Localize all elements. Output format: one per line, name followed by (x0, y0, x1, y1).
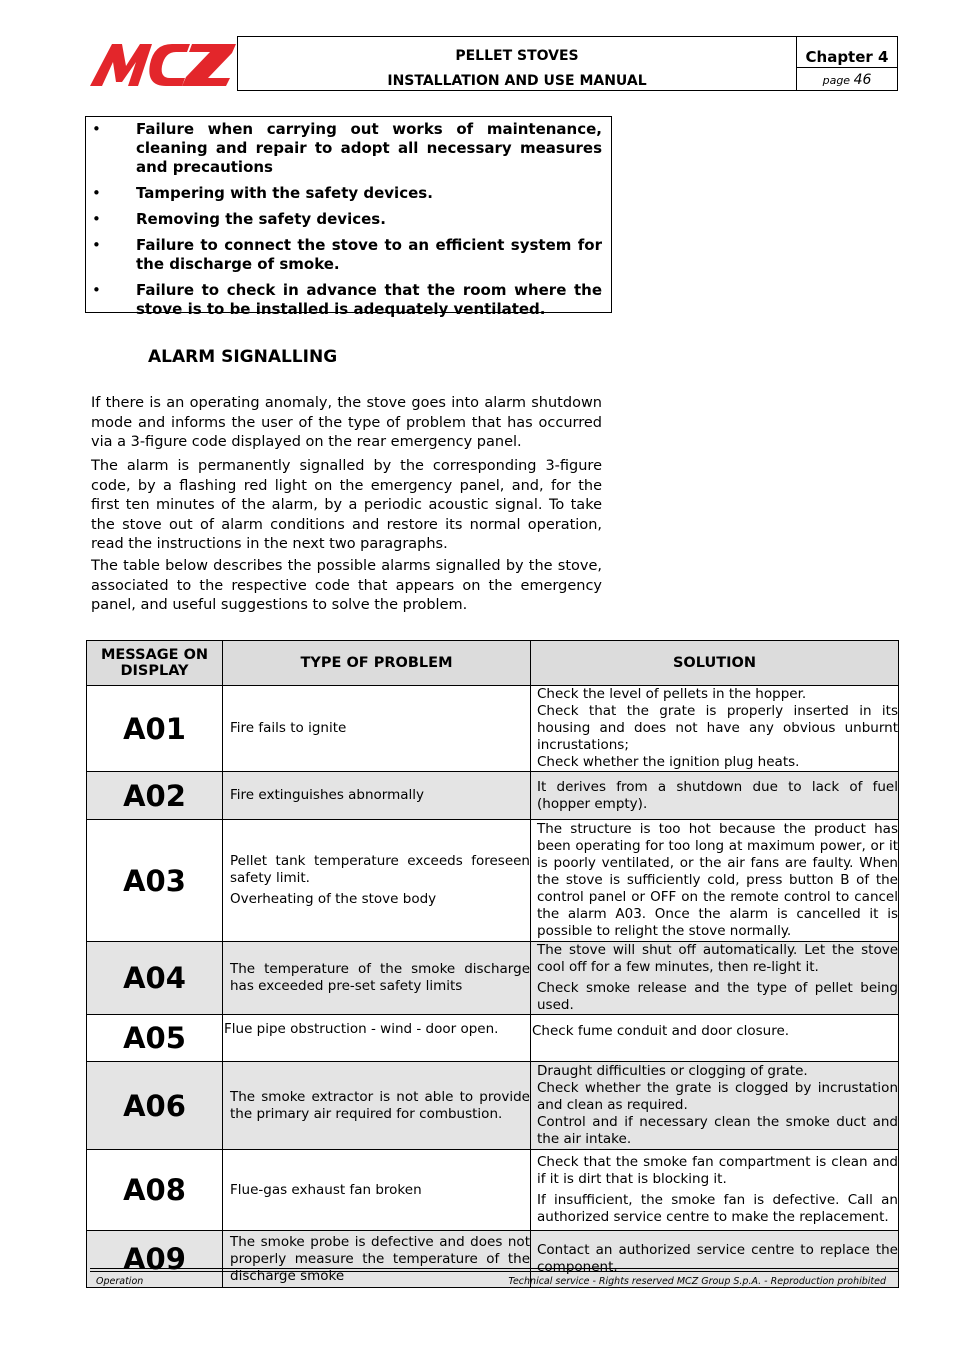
solution-text: It derives from a shutdown due to lack of fuel (hopper empty). (537, 778, 898, 812)
problem-text: Flue pipe obstruction - wind - door open. (224, 1021, 499, 1037)
problem-cell (223, 1062, 531, 1150)
solution-text: The structure is too hot because the product has been operating for too long at maximum power, or it is poorly ventilated, or the air fans are faulty. When the stove is sufficiently cold, press button B of the control panel or OFF on the remote control to cancel the alarm A03. Once the alarm is cancelled it is possible to relight the stove normally. (537, 821, 898, 939)
alarm-table (86, 640, 899, 1288)
problem-cell (223, 1231, 531, 1288)
alarm-code: A04 (87, 942, 223, 1015)
problem-text: The smoke probe is defective and does not properly measure the temperature of the discharge smoke (230, 1233, 530, 1284)
solution-text: Control and if necessary clean the smoke duct and the air intake. (537, 1114, 898, 1147)
warning-item: • Failure to check in advance that the room where the stove is to be installed is adequately ventilated. (86, 278, 611, 319)
solution-text: Check that the smoke fan compartment is clean and if it is dirt that is blocking it. (537, 1154, 898, 1187)
problem-cell (223, 772, 531, 820)
table-row (87, 1062, 899, 1150)
table-row (87, 1150, 899, 1231)
problem-cell (223, 942, 531, 1015)
solution-text: Check that the grate is properly inserted in its housing and does not have any obvious unburnt incrustations; (537, 703, 898, 753)
warning-item: • Failure to connect the stove to an efficient system for the discharge of smoke. (86, 233, 611, 274)
alarm-code: A08 (87, 1150, 223, 1231)
alarm-code: A02 (87, 772, 223, 820)
footer-right: Technical service - Rights reserved MCZ Group S.p.A. - Reproduction prohibited (508, 1276, 886, 1287)
solution-text: Check the level of pellets in the hopper. (537, 686, 807, 702)
table-row (87, 686, 899, 772)
solution-text: Contact an authorized service centre to replace the component. (537, 1242, 898, 1275)
problem-text: The temperature of the smoke discharge has exceeded pre-set safety limits (230, 961, 530, 994)
page-indicator (797, 68, 897, 90)
table-row (87, 942, 899, 1015)
paragraph: If there is an operating anomaly, the stove goes into alarm shutdown mode and informs the user of the type of problem that has occurred via a 3-figure code displayed on the rear emergency panel. (91, 395, 602, 450)
table-row (87, 772, 899, 820)
header-title-line1: PELLET STOVES (455, 48, 579, 64)
chapter-label: Chapter 4 (797, 37, 897, 68)
table-header-row (87, 641, 899, 686)
solution-text: Check whether the grate is clogged by incrustation and clean as required. (537, 1080, 898, 1113)
problem-text: Pellet tank temperature exceeds foreseen safety limit. (230, 853, 530, 886)
problem-text: Flue-gas exhaust fan broken (230, 1181, 422, 1198)
header-message-on-display: MESSAGE ON DISPLAY (87, 641, 223, 686)
alarm-code: A06 (87, 1062, 223, 1150)
warning-item: • Tampering with the safety devices. (86, 181, 611, 203)
header-title (238, 37, 797, 90)
alarm-code: A09 (87, 1231, 223, 1288)
solution-cell (531, 1150, 899, 1231)
solution-cell (531, 820, 899, 942)
paragraph: The table below describes the possible alarms signalled by the stove, associated to the respective code that appears on the emergency panel, and useful suggestions to solve the problem. (91, 558, 602, 613)
alarm-code: A03 (87, 820, 223, 942)
solution-text: The stove will shut off automatically. Let the stove cool off for a few minutes, then re-light it. (537, 942, 898, 975)
table-row (87, 1015, 899, 1062)
solution-cell (531, 1015, 899, 1062)
solution-cell (531, 772, 899, 820)
solution-text: Check smoke release and the type of pellet being used. (537, 980, 898, 1013)
header-solution: SOLUTION (531, 641, 899, 686)
problem-cell (223, 686, 531, 772)
page-label: page (822, 74, 851, 87)
problem-text: Fire fails to ignite (230, 720, 347, 736)
alarm-code: A01 (87, 686, 223, 772)
section-title: ALARM SIGNALLING (148, 347, 338, 367)
solution-cell (531, 686, 899, 772)
solution-cell (531, 942, 899, 1015)
solution-text: Check whether the ignition plug heats. (537, 754, 800, 770)
footer-rule (90, 1271, 898, 1272)
footer-rule (90, 1268, 898, 1269)
mcz-logo (90, 40, 236, 88)
solution-cell (531, 1062, 899, 1150)
problem-cell (223, 1015, 531, 1062)
problem-text: The smoke extractor is not able to provide the primary air required for combustion. (230, 1088, 530, 1122)
paragraph: The alarm is permanently signalled by the corresponding 3-figure code, by a flashing red light on the emergency panel, and, for the first ten minutes of the alarm, by a periodic acoustic signal. To take the stove out of alarm conditions and restore its normal operation, read the instructions in the next two paragraphs. (91, 458, 602, 552)
table-row (87, 820, 899, 942)
solution-text: If insufficient, the smoke fan is defective. Call an authorized service centre to make the replacement. (537, 1192, 898, 1225)
alarm-code: A05 (87, 1015, 223, 1062)
page-number: 46 (853, 72, 872, 88)
warning-item: • Removing the safety devices. (86, 207, 611, 229)
problem-cell (223, 820, 531, 942)
solution-text: Draught difficulties or clogging of grate. (537, 1063, 808, 1079)
warnings-box (85, 116, 612, 318)
footer-left: Operation (96, 1276, 144, 1287)
problem-text: Fire extinguishes abnormally (230, 787, 425, 803)
header-type-of-problem: TYPE OF PROBLEM (223, 641, 531, 686)
problem-text: Overheating of the stove body (230, 891, 437, 907)
problem-cell (223, 1150, 531, 1231)
solution-text: Check fume conduit and door closure. (532, 1023, 790, 1039)
header-title-line2: INSTALLATION AND USE MANUAL (387, 73, 647, 89)
warning-item: • Failure when carrying out works of maintenance, cleaning and repair to adopt all necessary measures and precautions (86, 117, 611, 177)
header-box (237, 36, 898, 91)
